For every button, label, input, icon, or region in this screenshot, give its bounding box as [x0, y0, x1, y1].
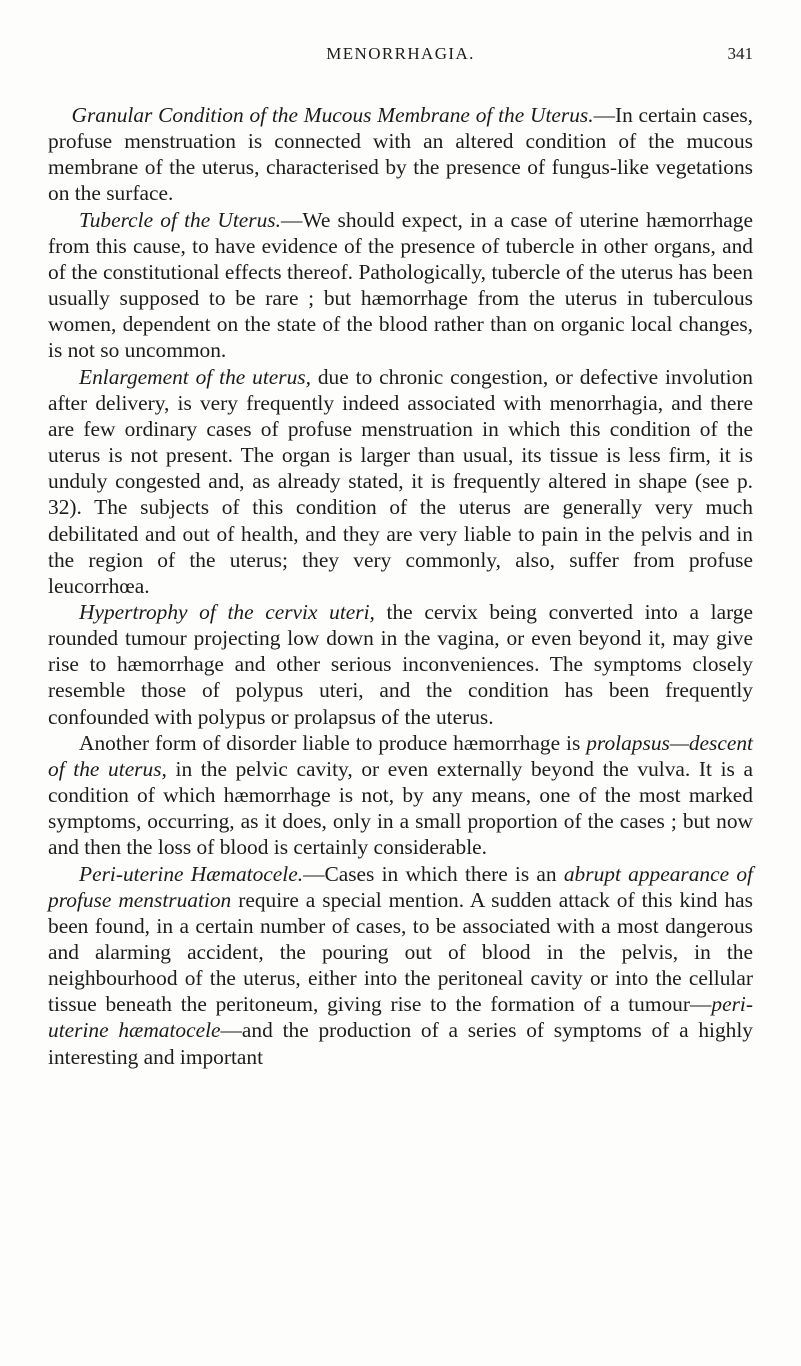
paragraph-text: —Cases in which there is an	[303, 861, 564, 886]
paragraph-enlargement	[48, 364, 753, 599]
running-title: MENORRHAGIA.	[326, 44, 475, 63]
paragraph-haematocele	[48, 861, 753, 1070]
page-number: 341	[727, 44, 753, 63]
italic-term-haematocele: peri-uterine hæmatocele	[48, 992, 753, 1043]
body-text	[48, 102, 753, 1070]
paragraph-text: due to chronic congestion, or defective involution after delivery, is very frequently indeed associated with menorrhagia, and there are few ordinary cases of profuse menstruation in which this condition of the uterus is not present. The organ is larger than usual, its tissue is less firm, it is unduly congested and, as already stated, it is frequently altered in shape (see p. 32). The subjects of this condition of the uterus are generally very much debilitated and out of health, and they are very liable to pain in the pelvis and in the region of the uterus; they very commonly, also, suffer from profuse leucorrhœa.	[48, 364, 753, 598]
paragraph-granular-condition	[48, 102, 753, 207]
paragraph-text: the cervix being converted into a large rounded tumour projecting low down in the vagina, or even beyond it, may give rise to hæmorrhage and other serious inconveniences. The symptoms closely resemble those of polypus uteri, and the condition has been frequently confounded with polypus or prolapsus of the uterus.	[48, 599, 753, 729]
paragraph-text: require a special mention. A sudden attack of this kind has been found, in a certain number of cases, to be associated with a most dangerous and alarming accident, the pouring out of blood in the pelvis, in the neighbourhood of the uterus, either into the peritoneal cavity or into the cellular tissue beneath the peritoneum, giving rise to the formation of a tumour—	[48, 887, 753, 1017]
paragraph-text: —We should expect, in a case of uterine hæmorrhage from this cause, to have evidence of the presence of tubercle in other organs, and of the constitutional effects thereof. Pathologically, tubercle of the uterus has been usually supposed to be rare ; but hæmorrhage from the uterus in tuberculous women, dependent on the state of the blood rather than on organic local changes, is not so uncommon.	[48, 207, 753, 363]
paragraph-prolapsus	[48, 730, 753, 861]
section-heading-granular-condition: Granular Condition of the Mucous Membrane of the Uterus.	[71, 103, 594, 127]
italic-term-prolapsus: prolapsus—descent of the uterus,	[48, 730, 753, 781]
section-heading-tubercle: Tubercle of the Uterus.	[79, 207, 281, 232]
section-heading-enlargement: Enlargement of the uterus,	[79, 364, 311, 389]
paragraph-hypertrophy	[48, 599, 753, 730]
paragraph-tubercle	[48, 207, 753, 364]
running-header	[48, 44, 753, 74]
paragraph-text: —and the production of a series of symptoms of a highly interesting and important	[48, 1018, 753, 1069]
paragraph-text: —In certain cases, profuse menstruation is connected with an altered condition of the mucous membrane of the uterus, characterised by the presence of fungus-like vegetations on the surface.	[48, 103, 753, 206]
section-heading-haematocele: Peri-uterine Hæmatocele.	[79, 861, 304, 886]
section-heading-hypertrophy: Hypertrophy of the cervix uteri,	[79, 599, 375, 624]
italic-term-abrupt-appearance: abrupt appearance of profuse menstruation	[48, 861, 753, 912]
paragraph-lead: Another form of disorder liable to produce hæmorrhage is	[79, 730, 587, 755]
paragraph-text: in the pelvic cavity, or even externally beyond the vulva. It is a condition of which hæmorrhage is not, by any means, one of the most marked symptoms, occurring, as it does, only in a small proportion of the cases ; but now and then the loss of blood is certainly considerable.	[48, 756, 753, 860]
